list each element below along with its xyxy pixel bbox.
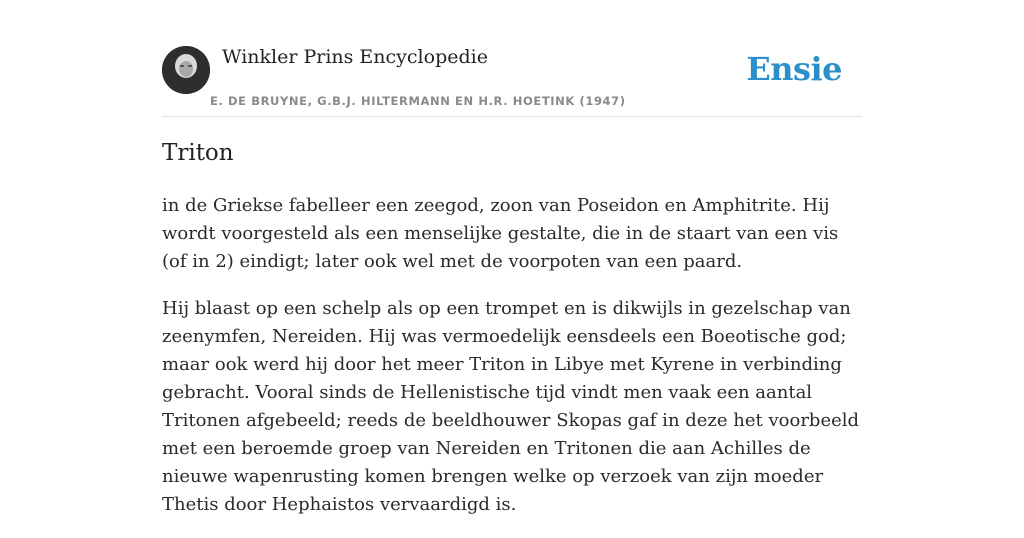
- author-byline: E. DE BRUYNE, G.B.J. HILTERMANN EN H.R. HOETINK (1947): [210, 94, 626, 108]
- site-title[interactable]: Winkler Prins Encyclopedie: [222, 46, 488, 68]
- header: [162, 40, 862, 117]
- portrait-image: [162, 46, 210, 94]
- article-paragraph: in de Griekse fabelleer een zeegod, zoon van Poseidon en Amphitrite. Hij wordt voorgesteld als een menselijke gestalte, die in de staart van een vis (of in 2) eindigt; later ook wel met de voorpoten van een paard.: [162, 195, 839, 272]
- article-title: Triton: [162, 140, 234, 166]
- author-avatar[interactable]: [162, 46, 210, 94]
- article-body: [162, 192, 862, 538]
- article-paragraph: Hij blaast op een schelp als op een trompet en is dikwijls in gezelschap van zeenymfen, Nereiden. Hij was vermoedelijk eensdeels een Boeotische god; maar ook werd hij door het meer Triton in Libye met Kyrene in verbinding gebracht. Vooral sinds de Hellenistische tijd vindt men vaak een aantal Tritonen afgebeeld; reeds de beeldhouwer Skopas gaf in deze het voorbeeld met een beroemde groep van Nereiden en Tritonen die aan Achilles de nieuwe wapenrusting komen brengen welke op verzoek van zijn moeder Thetis door Hephaistos vervaardigd is.: [162, 298, 860, 515]
- brand-logo[interactable]: Ensie: [746, 50, 842, 88]
